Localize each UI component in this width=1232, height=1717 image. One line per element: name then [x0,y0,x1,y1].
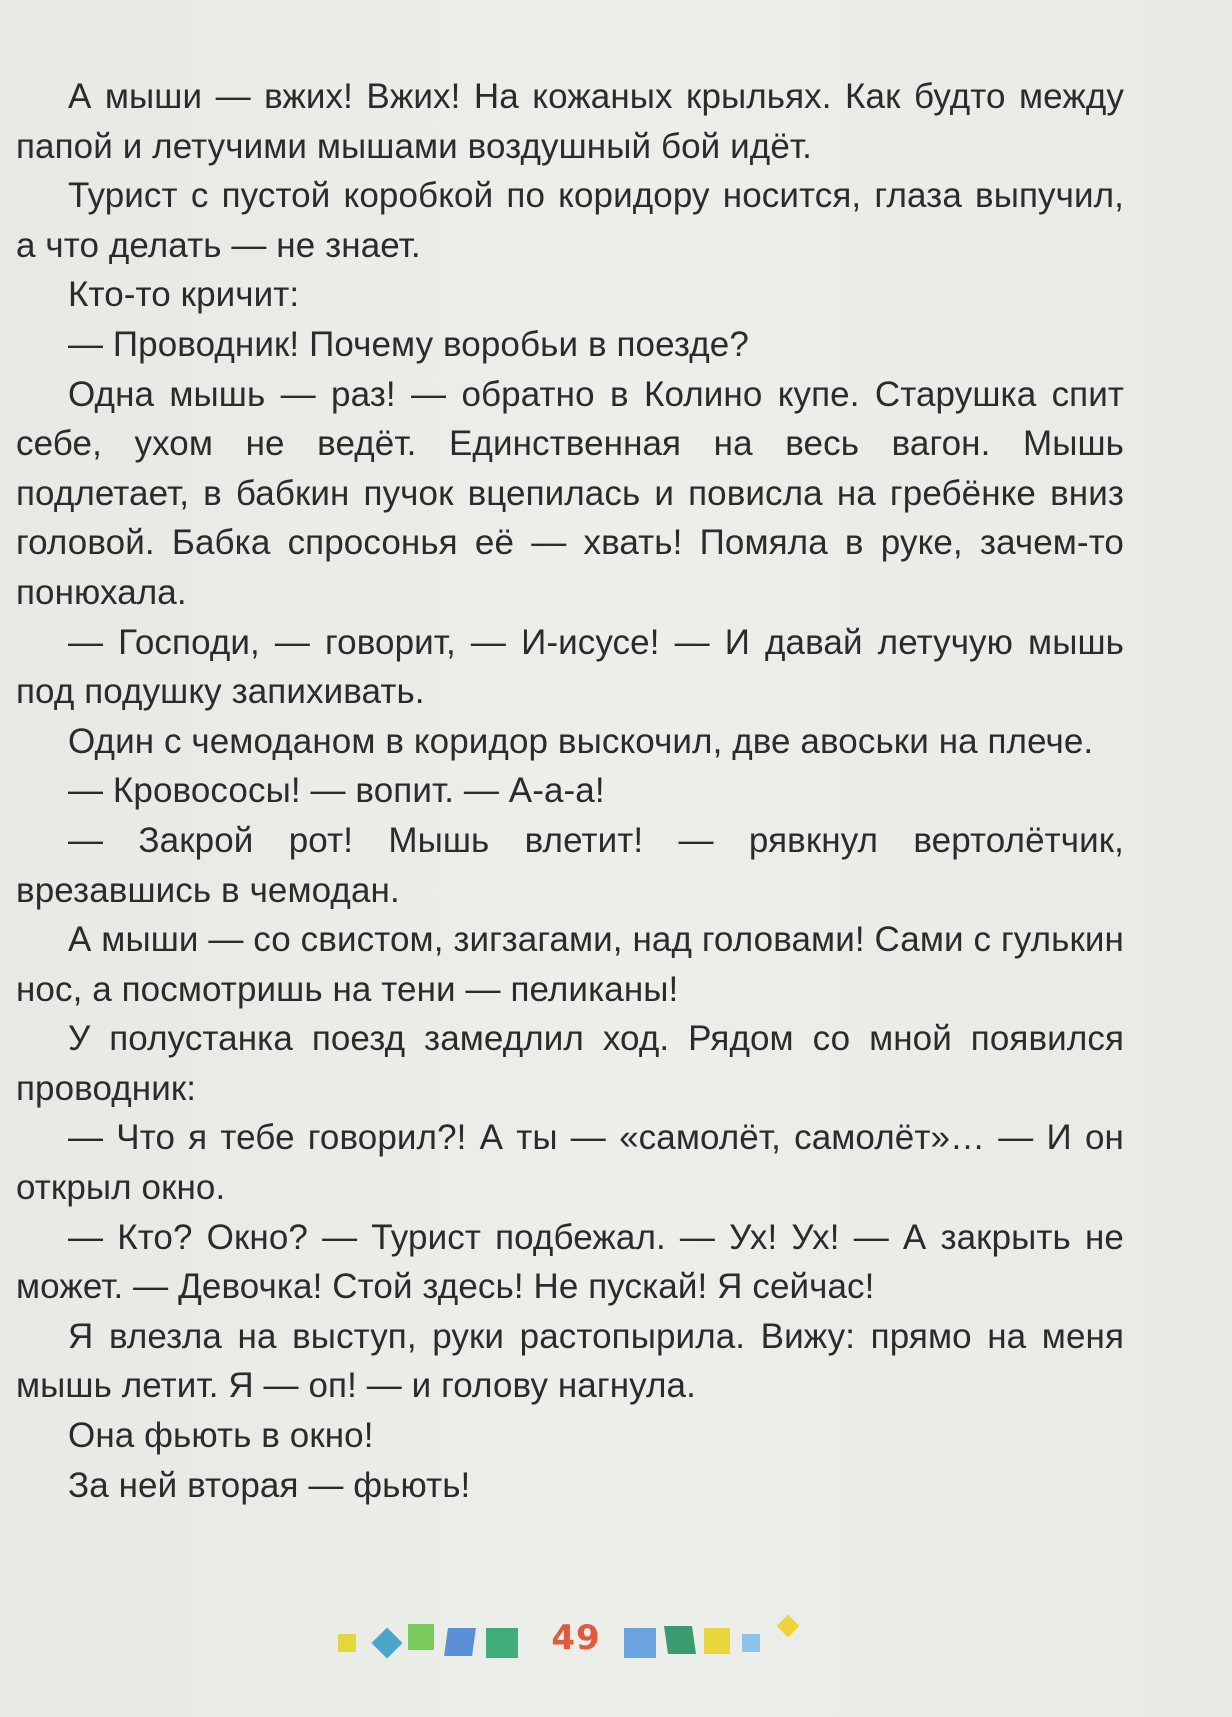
body-text [16,72,1124,1510]
decorative-square-icon [444,1628,476,1656]
paragraph: — Кровососы! — вопит. — А-а-а! [68,771,605,811]
paragraph: — Проводник! Почему воробьи в поезде? [68,324,749,364]
paragraph: — Кто? Окно? — Турист подбежал. — Ух! Ух! — А закрыть не может. — Девочка! Стой здесь! Не пускай! Я сейчас! [16,1217,1124,1307]
paragraph: Одна мышь — раз! — обратно в Колино купе. Старушка спит себе, ухом не ведёт. Единственная на весь вагон. Мышь подлетает, в бабкин пучок вцепилась и повисла на гребёнке вниз головой. Бабка спросонья её — хвать! Помяла в руке, зачем-то понюхала. [16,374,1124,612]
paragraph: Один с чемоданом в коридор выскочил, две авоськи на плече. [68,721,1094,761]
paragraph: — Закрой рот! Мышь влетит! — рявкнул вертолётчик, врезавшись в чемодан. [16,820,1124,910]
paragraph: Она фьють в окно! [68,1416,374,1456]
paragraph: У полустанка поезд замедлил ход. Рядом со мной появился проводник: [16,1019,1124,1108]
paragraph: Кто-то кричит: [68,275,300,315]
decorative-square-icon [704,1628,730,1654]
decorative-square-icon [371,1627,402,1658]
paragraph: — Что я тебе говорил?! А ты — «самолёт, самолёт»… — И он открыл окно. [16,1118,1124,1208]
paragraph: А мыши — вжих! Вжих! На кожаных крыльях. Как будто между папой и летучими мышами воздушный бой идёт. [16,77,1124,166]
page-footer [0,1612,1232,1672]
page-number: 49 [551,1618,601,1658]
decorative-square-icon [664,1626,696,1654]
paragraph: А мыши — со свистом, зигзагами, над головами! Сами с гулькин нос, а посмотришь на тени — пеликаны! [16,920,1124,1009]
decorative-square-icon [777,1615,800,1638]
paragraph: — Господи, — говорит, — И-исусе! — И давай летучую мышь под подушку запихивать. [16,622,1124,712]
decorative-square-icon [486,1628,518,1658]
paragraph: Я влезла на выступ, руки растопырила. Вижу: прямо на меня мышь летит. Я — оп! — и голову нагнула. [16,1316,1124,1406]
decorative-square-icon [338,1634,356,1652]
paragraph: За ней вторая — фьють! [68,1465,471,1505]
decorative-square-icon [624,1628,656,1658]
decorative-square-icon [742,1634,760,1652]
decorative-square-icon [408,1624,434,1650]
paragraph: Турист с пустой коробкой по коридору носится, глаза выпучил, а что делать — не знает. [16,176,1124,265]
